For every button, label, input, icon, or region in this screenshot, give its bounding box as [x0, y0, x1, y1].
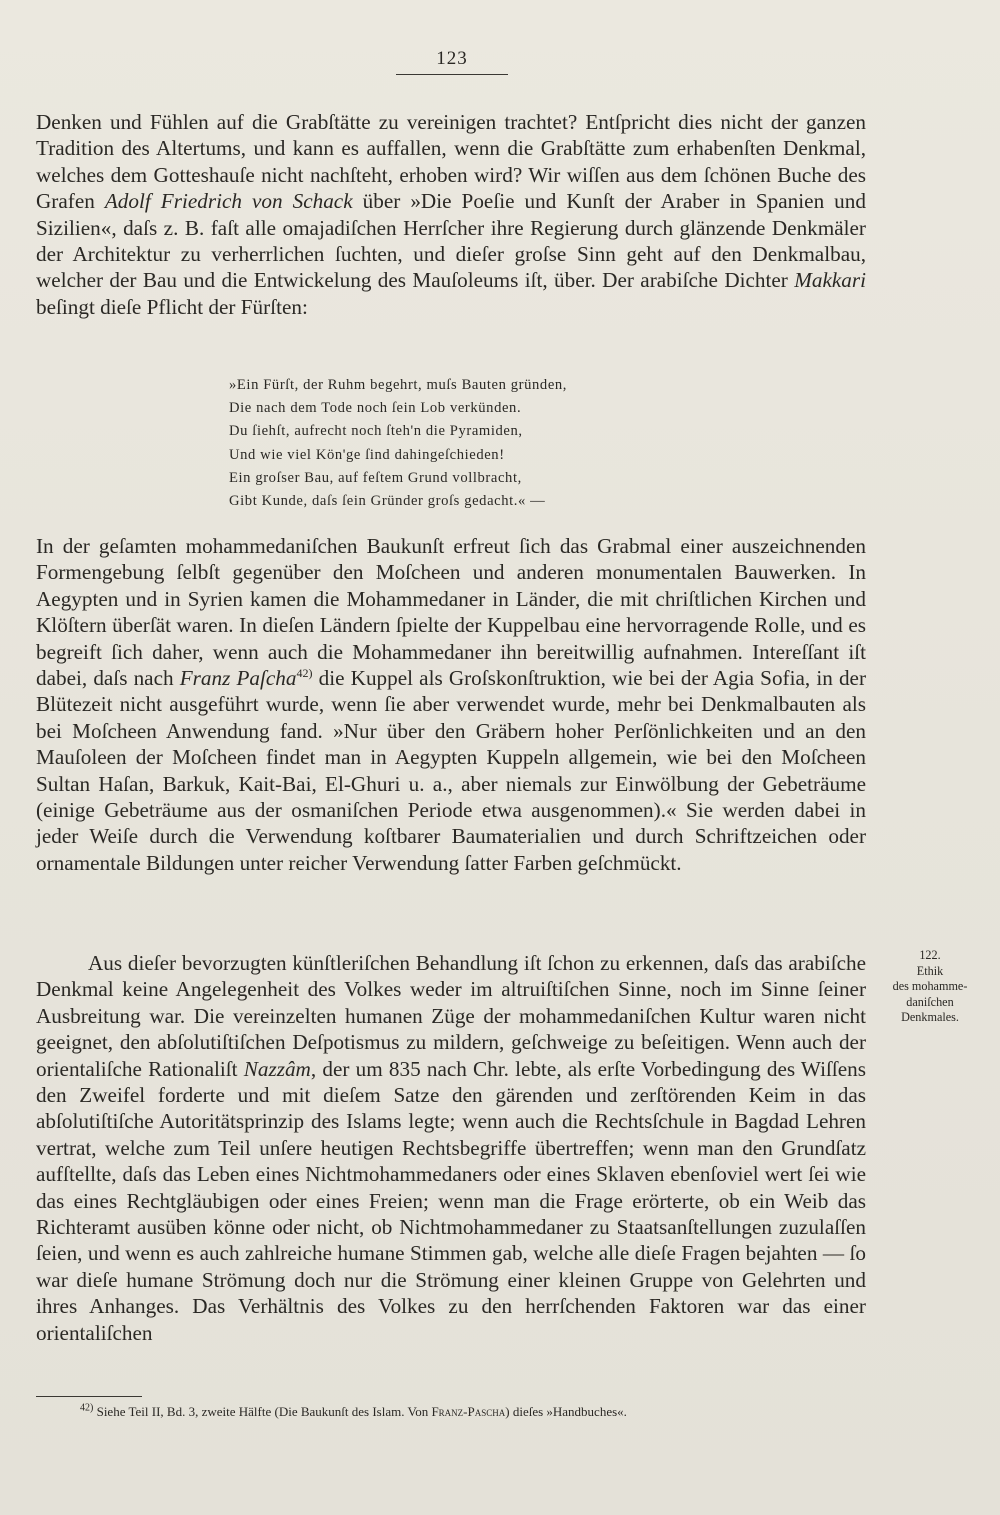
footnote-text-a: Siehe Teil II, Bd. 3, zweite Hälfte (Die Baukunſt des Islam. Von [93, 1404, 432, 1419]
verse-line: Die nach dem Tode noch ſein Lob verkünden. [229, 400, 522, 417]
verse-line: »Ein Fürſt, der Ruhm begehrt, muſs Bauten gründen, [229, 377, 568, 393]
footnote-mark: 42) [80, 1402, 94, 1414]
verse-line: Ein groſser Bau, auf feſtem Grund vollbracht, [229, 469, 522, 486]
footnote-rule [36, 1396, 142, 1397]
margin-note [880, 948, 980, 1026]
verse-line: Gibt Kunde, daſs ſein Gründer groſs gedacht.« — [229, 493, 546, 510]
footnote-author: Franz-Pascha [431, 1404, 506, 1419]
name-nazzam: Nazzâm [243, 1056, 311, 1081]
footnote-reference: 42) [296, 665, 313, 680]
paragraph-2-text-b: die Kuppel als Groſskonſtruktion, wie bei der Agia Sofia, in der Blütezeit nicht ausgeführt wurde, wenn ſie aber verwendet wurde, mehr bei Denkmalbauten als bei Moſcheen Anwendung fand. »Nur über den Gräbern hoher Perſönlichkeiten und an den Mauſoleen der Moſcheen findet man in Aegypten Kuppeln allgemein, wie bei den Moſcheen Sultan Haſan, Barkuk, Kait-Bai, El-Ghuri u. a., aber niemals zur Einwölbung der Gebeträume (einige Gebeträume aus der osmaniſchen Periode etwa ausgenommen).« Sie werden dabei in jeder Weiſe durch die Verwendung koſtbarer Baumaterialien und durch Schriftzeichen oder ornamentale Bildungen unter reicher Verwendung ſatter Farben geſchmückt. [36, 666, 867, 875]
footnote-text-b: ) dieſes »Handbuches«. [505, 1404, 627, 1419]
margin-note-number: 122. [919, 948, 941, 962]
header-rule [396, 74, 508, 75]
paragraph-3 [36, 950, 866, 1346]
paragraph-3-text-a: Aus dieſer bevorzugten künſtleriſchen Behandlung iſt ſchon zu erkennen, daſs das arabiſche Denkmal keine Angelegenheit des Volkes weder im altruiſtiſchen Sinne, noch im Sinne ſeiner Ausbreitung war. Die vereinzelten humanen Züge der mohammedaniſchen Kultur waren nicht geeignet, den abſolutiſtiſchen Deſpotismus zu mildern, geſchweige zu beſeitigen. Wenn auch der orientaliſche Rationaliſt [36, 951, 866, 1081]
paragraph-1-text-b: über »Die Poeſie und Kunſt der Araber in Spanien und Sizilien«, daſs z. B. faſt alle omajadiſchen Herrſcher ihre Regierung durch glänzende Denkmäler der Architektur zu verherrlichen ſuchten, und dieſer groſse Sinn geht auf den Denkmalbau, welcher der Bau und die Entwickelung des Mauſoleums iſt, über. Der arabiſche Dichter [36, 189, 866, 293]
author-name-schack: Adolf Friedrich von Schack [104, 189, 353, 214]
paragraph-1-text-a: Denken und Fühlen auf die Grabſtätte zu vereinigen trachtet? Entſpricht dies nicht der ganzen Tradition des Altertums, und kann es auffallen, wenn die Grabſtätte zum erhabenſten Denkmal, welches dem Gotteshauſe nicht nachſteht, erhoben wird? Wir wiſſen aus dem ſchönen Buche des Grafen [36, 110, 866, 214]
paragraph-2 [36, 533, 866, 876]
margin-note-line: daniſchen [906, 994, 954, 1009]
verse-quotation [229, 374, 649, 513]
margin-note-line: Denkmales. [901, 1010, 959, 1025]
margin-note-line: Ethik [916, 963, 944, 978]
verse-line: Du ſiehſt, aufrecht noch ſteh'n die Pyramiden, [229, 423, 523, 440]
author-name-franz-pascha: Franz Paſcha [179, 666, 297, 691]
paragraph-2-text-a: In der geſamten mohammedaniſchen Baukunſt erfreut ſich das Grabmal einer auszeichnenden Formengebung ſelbſt gegenüber den Moſcheen und anderen monumentalen Bauwerken. In Aegypten und in Syrien kamen die Mohammedaner in Länder, die mit chriſtlichen Kirchen und Klöſtern überſät waren. In dieſen Ländern ſpielte der Kuppelbau eine hervorragende Rolle, und es begreift ſich daher, wenn auch die Mohammedaner ihn bereitwillig aufnahmen. Intereſſant iſt dabei, daſs nach [36, 534, 866, 691]
paragraph-3-text-b: , der um 835 nach Chr. lebte, als erſte Vorbedingung des Wiſſens den Zweifel forderte und mit dieſem Satze den gärenden und zerſtörenden Keim in das abſolutiſtiſche Autoritätsprinzip des Islams legte; wenn auch die Rechtsſchule in Bagdad Lehren vertrat, welche zum Teil unſere heutigen Rechtsbegriffe übertreffen; wenn man den Grundſatz aufſtellte, daſs das Leben eines Nichtmohammedaners oder eines Sklaven ebenſoviel wert ſei wie das eines Rechtgläubigen oder eines Freien; wenn man die Frage erörterte, ob ein Weib das Richteramt ausüben könne oder nicht, ob Nichtmohammedaner zu Staatsanſtellungen zuzulaſſen ſeien, und wenn es auch zahlreiche humane Stimmen gab, welche alle dieſe Fragen bejahten — ſo war dieſe humane Strömung doch nur die Strömung einer kleinen Gruppe von Gelehrten und ihres Anhanges. Das Verhältnis des Volkes zu den herrſchenden Faktoren war das einer orientaliſchen [36, 1056, 866, 1345]
poet-name-makkari: Makkari [794, 268, 866, 293]
margin-note-line: des mohamme- [892, 979, 968, 994]
verse-line: Und wie viel Kön'ge ſind dahingeſchieden! [229, 446, 505, 463]
footnote [80, 1403, 880, 1421]
page-number: 123 [436, 48, 468, 69]
paragraph-1 [36, 109, 866, 320]
paragraph-1-text-c: beſingt dieſe Pflicht der Fürſten: [36, 294, 308, 319]
